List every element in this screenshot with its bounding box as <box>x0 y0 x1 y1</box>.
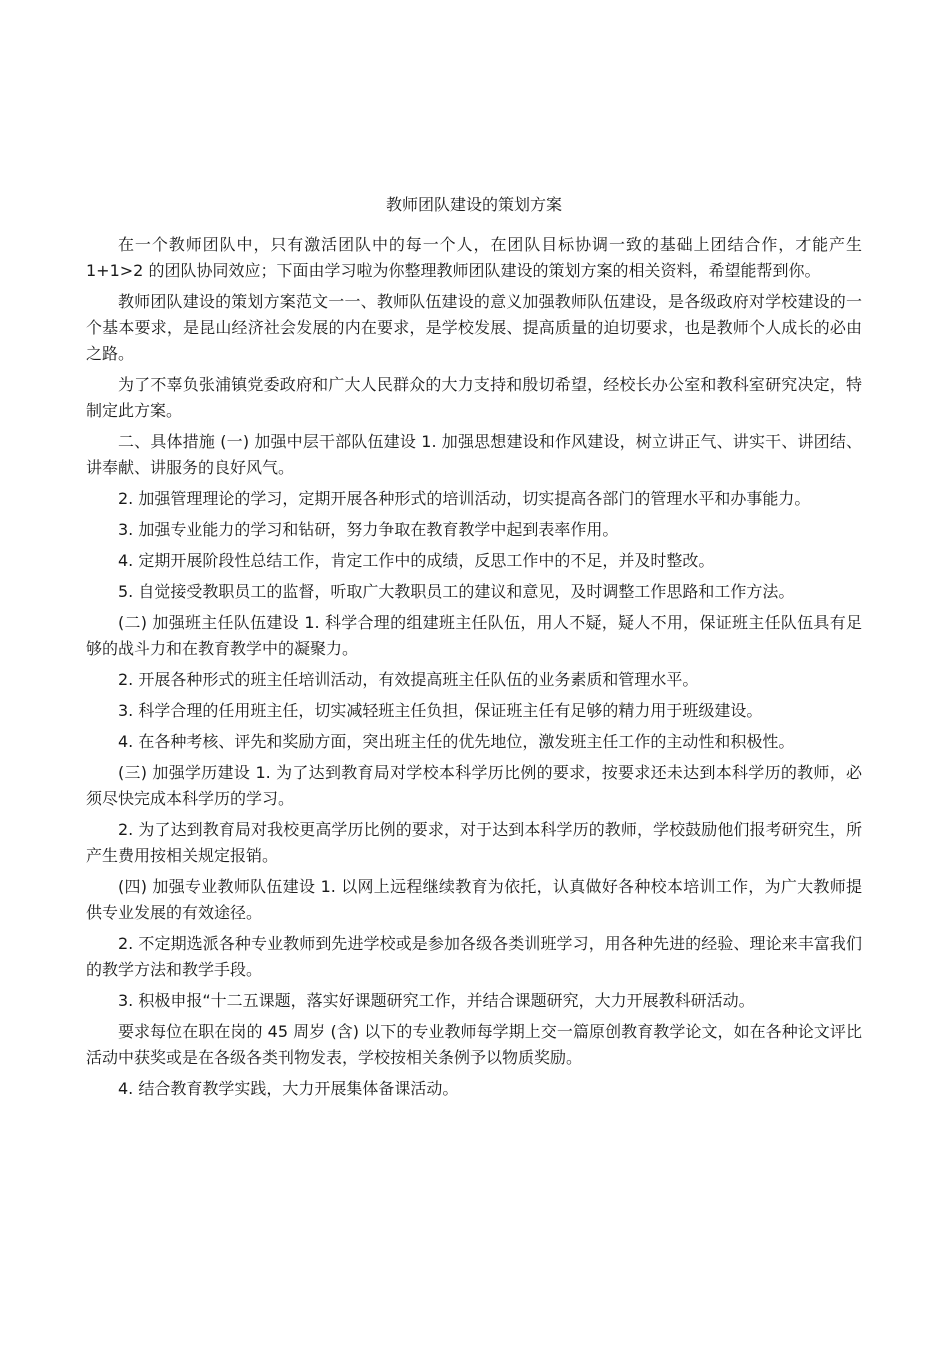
paragraph: 4. 定期开展阶段性总结工作，肯定工作中的成绩，反思工作中的不足，并及时整改。 <box>118 551 715 570</box>
paragraph: 要求每位在职在岗的 45 周岁 (含) 以下的专业教师每学期上交一篇原创教育教学论文，如在各种论文评比活动中获奖或是在各级各类刊物发表，学校按相关条例予以物质奖励。 <box>86 1022 862 1067</box>
paragraph: 3. 科学合理的任用班主任，切实减轻班主任负担，保证班主任有足够的精力用于班级建设。 <box>118 701 763 720</box>
paragraph: 为了不辜负张浦镇党委政府和广大人民群众的大力支持和殷切希望，经校长办公室和教科室研究决定，特制定此方案。 <box>86 375 862 420</box>
document-title: 教师团队建设的策划方案 <box>385 195 562 214</box>
paragraph: (四) 加强专业教师队伍建设 1. 以网上远程继续教育为依托，认真做好各种校本培训工作，为广大教师提供专业发展的有效途径。 <box>86 877 862 922</box>
paragraph: 二、具体措施 (一) 加强中层干部队伍建设 1. 加强思想建设和作风建设，树立讲正气、讲实干、讲团结、讲奉献、讲服务的良好风气。 <box>86 432 862 477</box>
document-body <box>86 232 862 1102</box>
paragraph: 教师团队建设的策划方案范文一一、教师队伍建设的意义加强教师队伍建设，是各级政府对学校建设的一个基本要求，是昆山经济社会发展的内在要求，是学校发展、提高质量的迫切要求，也是教师个人成长的必由之路。 <box>86 292 862 363</box>
paragraph: 3. 积极申报“十二五课题，落实好课题研究工作，并结合课题研究，大力开展教科研活动。 <box>118 991 755 1010</box>
paragraph: 4. 在各种考核、评先和奖励方面，突出班主任的优先地位，激发班主任工作的主动性和积极性。 <box>118 732 795 751</box>
paragraph: 2. 加强管理理论的学习，定期开展各种形式的培训活动，切实提高各部门的管理水平和办事能力。 <box>118 489 811 508</box>
paragraph: 3. 加强专业能力的学习和钻研，努力争取在教育教学中起到表率作用。 <box>118 520 619 539</box>
paragraph: 4. 结合教育教学实践，大力开展集体备课活动。 <box>118 1079 459 1098</box>
document-page <box>86 192 862 1107</box>
paragraph: 2. 不定期选派各种专业教师到先进学校或是参加各级各类训班学习，用各种先进的经验、理论来丰富我们的教学方法和教学手段。 <box>86 934 862 979</box>
paragraph: 2. 为了达到教育局对我校更高学历比例的要求，对于达到本科学历的教师，学校鼓励他们报考研究生，所产生费用按相关规定报销。 <box>86 820 862 865</box>
paragraph: 5. 自觉接受教职员工的监督，听取广大教职员工的建议和意见，及时调整工作思路和工作方法。 <box>118 582 795 601</box>
paragraph: (三) 加强学历建设 1. 为了达到教育局对学校本科学历比例的要求，按要求还未达到本科学历的教师，必须尽快完成本科学历的学习。 <box>86 763 862 808</box>
paragraph: 2. 开展各种形式的班主任培训活动，有效提高班主任队伍的业务素质和管理水平。 <box>118 670 699 689</box>
paragraph: (二) 加强班主任队伍建设 1. 科学合理的组建班主任队伍，用人不疑，疑人不用，保证班主任队伍具有足够的战斗力和在教育教学中的凝聚力。 <box>86 613 862 658</box>
paragraph: 在一个教师团队中，只有激活团队中的每一个人，在团队目标协调一致的基础上团结合作，才能产生 1+1>2 的团队协同效应；下面由学习啦为你整理教师团队建设的策划方案的相关资料，希望能帮到你。 <box>86 235 862 280</box>
